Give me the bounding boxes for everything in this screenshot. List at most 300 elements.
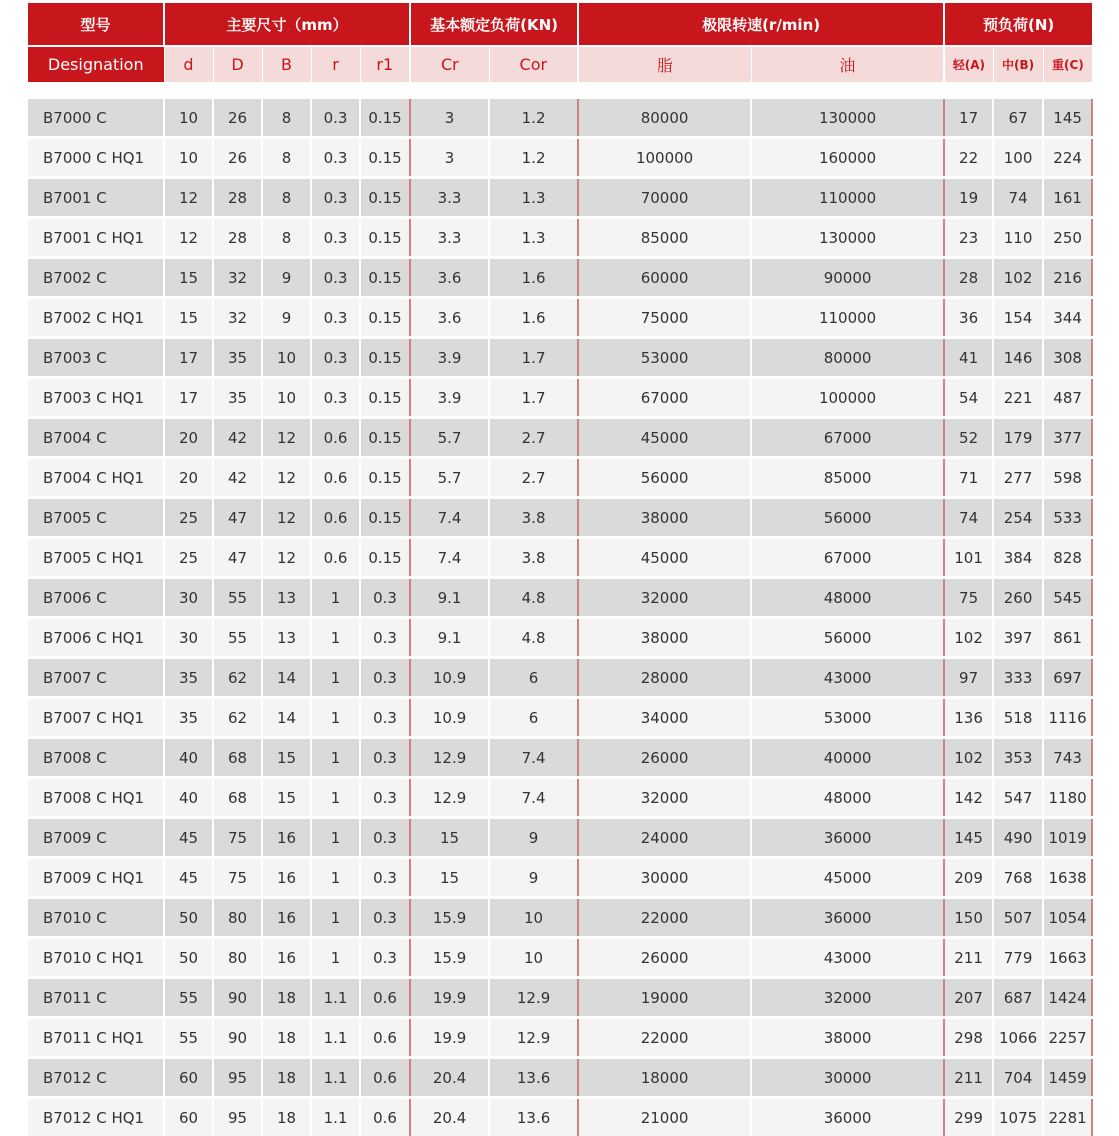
cell-d: 40 (164, 778, 213, 818)
cell-designation: B7005 C (28, 498, 164, 538)
cell-preload-medium: 146 (993, 338, 1043, 378)
cell-cor: 2.7 (489, 418, 578, 458)
cell-preload-heavy: 161 (1043, 178, 1092, 218)
cell-D: 75 (213, 858, 262, 898)
cell-d: 12 (164, 178, 213, 218)
cell-oil-speed: 80000 (751, 338, 944, 378)
table-row (28, 538, 1092, 578)
cell-preload-light: 19 (944, 178, 993, 218)
cell-r: 1 (311, 858, 360, 898)
cell-preload-heavy: 533 (1043, 498, 1092, 538)
cell-preload-medium: 221 (993, 378, 1043, 418)
cell-preload-light: 75 (944, 578, 993, 618)
subheader-B: B (262, 46, 311, 82)
cell-grease-speed: 24000 (578, 818, 751, 858)
cell-cor: 7.4 (489, 738, 578, 778)
cell-r: 0.6 (311, 418, 360, 458)
cell-D: 35 (213, 378, 262, 418)
cell-preload-medium: 768 (993, 858, 1043, 898)
cell-preload-heavy: 598 (1043, 458, 1092, 498)
cell-preload-light: 41 (944, 338, 993, 378)
header-load-rating: 基本额定负荷(KN) (410, 3, 578, 46)
cell-cor: 13.6 (489, 1058, 578, 1098)
cell-oil-speed: 56000 (751, 618, 944, 658)
cell-cor: 4.8 (489, 578, 578, 618)
cell-r: 1 (311, 738, 360, 778)
cell-r1: 0.15 (360, 258, 410, 298)
cell-grease-speed: 38000 (578, 498, 751, 538)
cell-preload-light: 101 (944, 538, 993, 578)
cell-cor: 1.6 (489, 258, 578, 298)
cell-B: 9 (262, 298, 311, 338)
cell-preload-light: 150 (944, 898, 993, 938)
header-row-main (28, 3, 1092, 46)
cell-designation: B7004 C HQ1 (28, 458, 164, 498)
cell-oil-speed: 43000 (751, 938, 944, 978)
cell-r: 0.3 (311, 98, 360, 138)
cell-designation: B7009 C HQ1 (28, 858, 164, 898)
cell-grease-speed: 53000 (578, 338, 751, 378)
cell-d: 55 (164, 1018, 213, 1058)
cell-cr: 9.1 (410, 618, 489, 658)
cell-preload-heavy: 1116 (1043, 698, 1092, 738)
cell-preload-medium: 254 (993, 498, 1043, 538)
cell-oil-speed: 36000 (751, 898, 944, 938)
cell-preload-medium: 779 (993, 938, 1043, 978)
cell-cor: 12.9 (489, 1018, 578, 1058)
cell-d: 15 (164, 258, 213, 298)
cell-r: 0.3 (311, 218, 360, 258)
table-row (28, 978, 1092, 1018)
cell-cor: 1.2 (489, 98, 578, 138)
cell-r1: 0.6 (360, 978, 410, 1018)
cell-r: 0.3 (311, 298, 360, 338)
cell-B: 18 (262, 1098, 311, 1136)
cell-designation: B7006 C HQ1 (28, 618, 164, 658)
cell-preload-heavy: 1019 (1043, 818, 1092, 858)
cell-designation: B7006 C (28, 578, 164, 618)
cell-preload-medium: 518 (993, 698, 1043, 738)
cell-cr: 3.6 (410, 298, 489, 338)
cell-grease-speed: 22000 (578, 1018, 751, 1058)
cell-r1: 0.6 (360, 1058, 410, 1098)
cell-r1: 0.15 (360, 378, 410, 418)
cell-r1: 0.15 (360, 178, 410, 218)
subheader-heavy: 重(C) (1043, 46, 1092, 82)
cell-grease-speed: 45000 (578, 418, 751, 458)
cell-d: 12 (164, 218, 213, 258)
cell-preload-light: 23 (944, 218, 993, 258)
cell-cr: 12.9 (410, 738, 489, 778)
cell-cor: 1.7 (489, 378, 578, 418)
cell-preload-light: 211 (944, 938, 993, 978)
cell-grease-speed: 32000 (578, 578, 751, 618)
cell-d: 25 (164, 498, 213, 538)
cell-d: 40 (164, 738, 213, 778)
cell-d: 35 (164, 658, 213, 698)
table-row (28, 178, 1092, 218)
cell-preload-medium: 397 (993, 618, 1043, 658)
cell-designation: B7008 C (28, 738, 164, 778)
cell-preload-light: 209 (944, 858, 993, 898)
cell-grease-speed: 28000 (578, 658, 751, 698)
cell-r1: 0.3 (360, 738, 410, 778)
cell-preload-medium: 277 (993, 458, 1043, 498)
cell-cor: 7.4 (489, 778, 578, 818)
cell-d: 60 (164, 1058, 213, 1098)
cell-preload-medium: 507 (993, 898, 1043, 938)
cell-designation: B7009 C (28, 818, 164, 858)
cell-cr: 9.1 (410, 578, 489, 618)
cell-B: 18 (262, 1058, 311, 1098)
cell-cr: 3.3 (410, 218, 489, 258)
table-row (28, 778, 1092, 818)
cell-cr: 15.9 (410, 898, 489, 938)
cell-r1: 0.15 (360, 338, 410, 378)
cell-oil-speed: 130000 (751, 218, 944, 258)
table-row (28, 378, 1092, 418)
cell-preload-medium: 384 (993, 538, 1043, 578)
cell-B: 18 (262, 1018, 311, 1058)
cell-designation: B7010 C HQ1 (28, 938, 164, 978)
cell-preload-light: 142 (944, 778, 993, 818)
table-row (28, 458, 1092, 498)
cell-oil-speed: 30000 (751, 1058, 944, 1098)
cell-B: 12 (262, 538, 311, 578)
cell-D: 42 (213, 418, 262, 458)
cell-r: 1 (311, 898, 360, 938)
subheader-medium: 中(B) (993, 46, 1043, 82)
cell-D: 80 (213, 898, 262, 938)
cell-preload-heavy: 487 (1043, 378, 1092, 418)
cell-preload-medium: 490 (993, 818, 1043, 858)
cell-r1: 0.15 (360, 418, 410, 458)
cell-cor: 4.8 (489, 618, 578, 658)
cell-preload-medium: 100 (993, 138, 1043, 178)
cell-preload-heavy: 1424 (1043, 978, 1092, 1018)
cell-grease-speed: 18000 (578, 1058, 751, 1098)
cell-grease-speed: 85000 (578, 218, 751, 258)
table-row (28, 658, 1092, 698)
cell-r: 0.3 (311, 338, 360, 378)
cell-preload-light: 71 (944, 458, 993, 498)
cell-designation: B7003 C (28, 338, 164, 378)
cell-D: 26 (213, 138, 262, 178)
cell-cr: 20.4 (410, 1098, 489, 1136)
cell-oil-speed: 67000 (751, 538, 944, 578)
table-row (28, 1018, 1092, 1058)
subheader-grease: 脂 (578, 46, 751, 82)
cell-grease-speed: 19000 (578, 978, 751, 1018)
cell-D: 47 (213, 538, 262, 578)
cell-designation: B7007 C HQ1 (28, 698, 164, 738)
cell-preload-heavy: 224 (1043, 138, 1092, 178)
cell-B: 14 (262, 698, 311, 738)
cell-cr: 15.9 (410, 938, 489, 978)
cell-preload-heavy: 828 (1043, 538, 1092, 578)
cell-cr: 10.9 (410, 658, 489, 698)
cell-d: 17 (164, 378, 213, 418)
cell-oil-speed: 32000 (751, 978, 944, 1018)
cell-grease-speed: 100000 (578, 138, 751, 178)
cell-r1: 0.3 (360, 578, 410, 618)
table-row (28, 898, 1092, 938)
cell-d: 17 (164, 338, 213, 378)
cell-d: 45 (164, 858, 213, 898)
cell-preload-light: 102 (944, 738, 993, 778)
cell-cor: 1.3 (489, 218, 578, 258)
cell-D: 35 (213, 338, 262, 378)
cell-D: 62 (213, 658, 262, 698)
cell-grease-speed: 30000 (578, 858, 751, 898)
cell-preload-light: 102 (944, 618, 993, 658)
cell-preload-heavy: 1638 (1043, 858, 1092, 898)
cell-oil-speed: 56000 (751, 498, 944, 538)
cell-grease-speed: 38000 (578, 618, 751, 658)
cell-preload-heavy: 250 (1043, 218, 1092, 258)
bearing-spec-table-container (28, 3, 1092, 1136)
cell-d: 30 (164, 618, 213, 658)
cell-designation: B7002 C HQ1 (28, 298, 164, 338)
cell-oil-speed: 48000 (751, 778, 944, 818)
cell-B: 8 (262, 138, 311, 178)
cell-preload-medium: 1075 (993, 1098, 1043, 1136)
cell-preload-light: 207 (944, 978, 993, 1018)
cell-d: 20 (164, 418, 213, 458)
cell-designation: B7012 C (28, 1058, 164, 1098)
cell-preload-light: 97 (944, 658, 993, 698)
cell-r1: 0.3 (360, 778, 410, 818)
cell-r: 0.3 (311, 138, 360, 178)
cell-oil-speed: 40000 (751, 738, 944, 778)
cell-cr: 3 (410, 138, 489, 178)
cell-cr: 5.7 (410, 418, 489, 458)
cell-B: 13 (262, 578, 311, 618)
cell-D: 68 (213, 738, 262, 778)
cell-r1: 0.3 (360, 618, 410, 658)
cell-d: 30 (164, 578, 213, 618)
cell-r1: 0.3 (360, 818, 410, 858)
cell-grease-speed: 22000 (578, 898, 751, 938)
cell-r: 1 (311, 618, 360, 658)
cell-preload-medium: 179 (993, 418, 1043, 458)
cell-oil-speed: 53000 (751, 698, 944, 738)
table-body (28, 98, 1092, 1136)
table-row (28, 138, 1092, 178)
cell-r1: 0.15 (360, 458, 410, 498)
cell-d: 45 (164, 818, 213, 858)
cell-designation: B7003 C HQ1 (28, 378, 164, 418)
subheader-r1: r1 (360, 46, 410, 82)
cell-cr: 3.9 (410, 378, 489, 418)
table-row (28, 498, 1092, 538)
cell-preload-medium: 74 (993, 178, 1043, 218)
cell-preload-light: 28 (944, 258, 993, 298)
cell-r: 0.6 (311, 458, 360, 498)
table-row (28, 738, 1092, 778)
cell-B: 15 (262, 738, 311, 778)
cell-cor: 12.9 (489, 978, 578, 1018)
subheader-light: 轻(A) (944, 46, 993, 82)
cell-cr: 20.4 (410, 1058, 489, 1098)
cell-preload-light: 299 (944, 1098, 993, 1136)
cell-r: 0.3 (311, 178, 360, 218)
cell-preload-medium: 67 (993, 98, 1043, 138)
cell-cr: 3 (410, 98, 489, 138)
cell-B: 12 (262, 418, 311, 458)
cell-B: 14 (262, 658, 311, 698)
cell-d: 20 (164, 458, 213, 498)
cell-d: 15 (164, 298, 213, 338)
cell-D: 95 (213, 1098, 262, 1136)
cell-oil-speed: 36000 (751, 818, 944, 858)
cell-oil-speed: 67000 (751, 418, 944, 458)
cell-B: 15 (262, 778, 311, 818)
cell-preload-medium: 154 (993, 298, 1043, 338)
cell-r1: 0.15 (360, 538, 410, 578)
cell-B: 16 (262, 858, 311, 898)
bearing-spec-table (28, 3, 1093, 1136)
cell-D: 68 (213, 778, 262, 818)
cell-r: 1.1 (311, 1018, 360, 1058)
cell-D: 28 (213, 178, 262, 218)
cell-cr: 19.9 (410, 1018, 489, 1058)
cell-preload-medium: 110 (993, 218, 1043, 258)
cell-preload-light: 145 (944, 818, 993, 858)
cell-r1: 0.15 (360, 498, 410, 538)
cell-cr: 15 (410, 858, 489, 898)
cell-cor: 3.8 (489, 498, 578, 538)
cell-D: 26 (213, 98, 262, 138)
cell-designation: B7010 C (28, 898, 164, 938)
cell-cor: 6 (489, 658, 578, 698)
table-row (28, 858, 1092, 898)
cell-oil-speed: 45000 (751, 858, 944, 898)
cell-oil-speed: 160000 (751, 138, 944, 178)
cell-D: 75 (213, 818, 262, 858)
cell-preload-light: 52 (944, 418, 993, 458)
cell-r1: 0.15 (360, 298, 410, 338)
cell-grease-speed: 34000 (578, 698, 751, 738)
cell-grease-speed: 56000 (578, 458, 751, 498)
cell-grease-speed: 26000 (578, 938, 751, 978)
cell-r: 1.1 (311, 978, 360, 1018)
cell-r: 0.6 (311, 498, 360, 538)
cell-preload-light: 17 (944, 98, 993, 138)
cell-B: 12 (262, 458, 311, 498)
cell-oil-speed: 130000 (751, 98, 944, 138)
cell-preload-heavy: 1459 (1043, 1058, 1092, 1098)
cell-B: 8 (262, 98, 311, 138)
cell-cr: 15 (410, 818, 489, 858)
cell-r: 1 (311, 658, 360, 698)
cell-preload-heavy: 1180 (1043, 778, 1092, 818)
header-preload: 预负荷(N) (944, 3, 1092, 46)
cell-grease-speed: 75000 (578, 298, 751, 338)
cell-d: 25 (164, 538, 213, 578)
cell-D: 90 (213, 978, 262, 1018)
cell-cor: 9 (489, 858, 578, 898)
cell-designation: B7004 C (28, 418, 164, 458)
cell-B: 10 (262, 338, 311, 378)
cell-d: 10 (164, 98, 213, 138)
cell-grease-speed: 26000 (578, 738, 751, 778)
cell-cor: 1.7 (489, 338, 578, 378)
cell-cr: 3.9 (410, 338, 489, 378)
subheader-r: r (311, 46, 360, 82)
cell-grease-speed: 67000 (578, 378, 751, 418)
cell-D: 90 (213, 1018, 262, 1058)
cell-d: 50 (164, 938, 213, 978)
header-dimensions: 主要尺寸（mm） (164, 3, 410, 46)
cell-oil-speed: 110000 (751, 178, 944, 218)
cell-preload-heavy: 216 (1043, 258, 1092, 298)
cell-preload-medium: 687 (993, 978, 1043, 1018)
cell-preload-medium: 1066 (993, 1018, 1043, 1058)
cell-D: 62 (213, 698, 262, 738)
cell-grease-speed: 80000 (578, 98, 751, 138)
cell-preload-medium: 260 (993, 578, 1043, 618)
cell-cor: 9 (489, 818, 578, 858)
cell-r1: 0.3 (360, 938, 410, 978)
cell-designation: B7000 C (28, 98, 164, 138)
cell-r: 1 (311, 818, 360, 858)
cell-preload-light: 136 (944, 698, 993, 738)
table-row (28, 1098, 1092, 1136)
cell-designation: B7000 C HQ1 (28, 138, 164, 178)
cell-oil-speed: 48000 (751, 578, 944, 618)
cell-preload-heavy: 308 (1043, 338, 1092, 378)
table-row (28, 298, 1092, 338)
subheader-d: d (164, 46, 213, 82)
cell-d: 10 (164, 138, 213, 178)
cell-cor: 1.2 (489, 138, 578, 178)
cell-preload-medium: 333 (993, 658, 1043, 698)
cell-preload-heavy: 145 (1043, 98, 1092, 138)
cell-designation: B7008 C HQ1 (28, 778, 164, 818)
cell-r1: 0.6 (360, 1018, 410, 1058)
cell-B: 8 (262, 178, 311, 218)
cell-r1: 0.3 (360, 898, 410, 938)
cell-preload-light: 22 (944, 138, 993, 178)
cell-cr: 3.6 (410, 258, 489, 298)
cell-r1: 0.6 (360, 1098, 410, 1136)
cell-B: 9 (262, 258, 311, 298)
cell-grease-speed: 21000 (578, 1098, 751, 1136)
cell-B: 8 (262, 218, 311, 258)
table-row (28, 98, 1092, 138)
table-row (28, 818, 1092, 858)
cell-cor: 10 (489, 898, 578, 938)
cell-designation: B7002 C (28, 258, 164, 298)
cell-designation: B7011 C HQ1 (28, 1018, 164, 1058)
table-row (28, 258, 1092, 298)
cell-preload-light: 54 (944, 378, 993, 418)
cell-oil-speed: 100000 (751, 378, 944, 418)
cell-D: 95 (213, 1058, 262, 1098)
table-row (28, 338, 1092, 378)
cell-preload-heavy: 2281 (1043, 1098, 1092, 1136)
cell-r1: 0.15 (360, 138, 410, 178)
cell-preload-heavy: 1663 (1043, 938, 1092, 978)
subheader-cr: Cr (410, 46, 489, 82)
cell-preload-heavy: 377 (1043, 418, 1092, 458)
table-row (28, 418, 1092, 458)
cell-grease-speed: 70000 (578, 178, 751, 218)
cell-B: 10 (262, 378, 311, 418)
cell-r: 0.6 (311, 538, 360, 578)
cell-cr: 7.4 (410, 538, 489, 578)
